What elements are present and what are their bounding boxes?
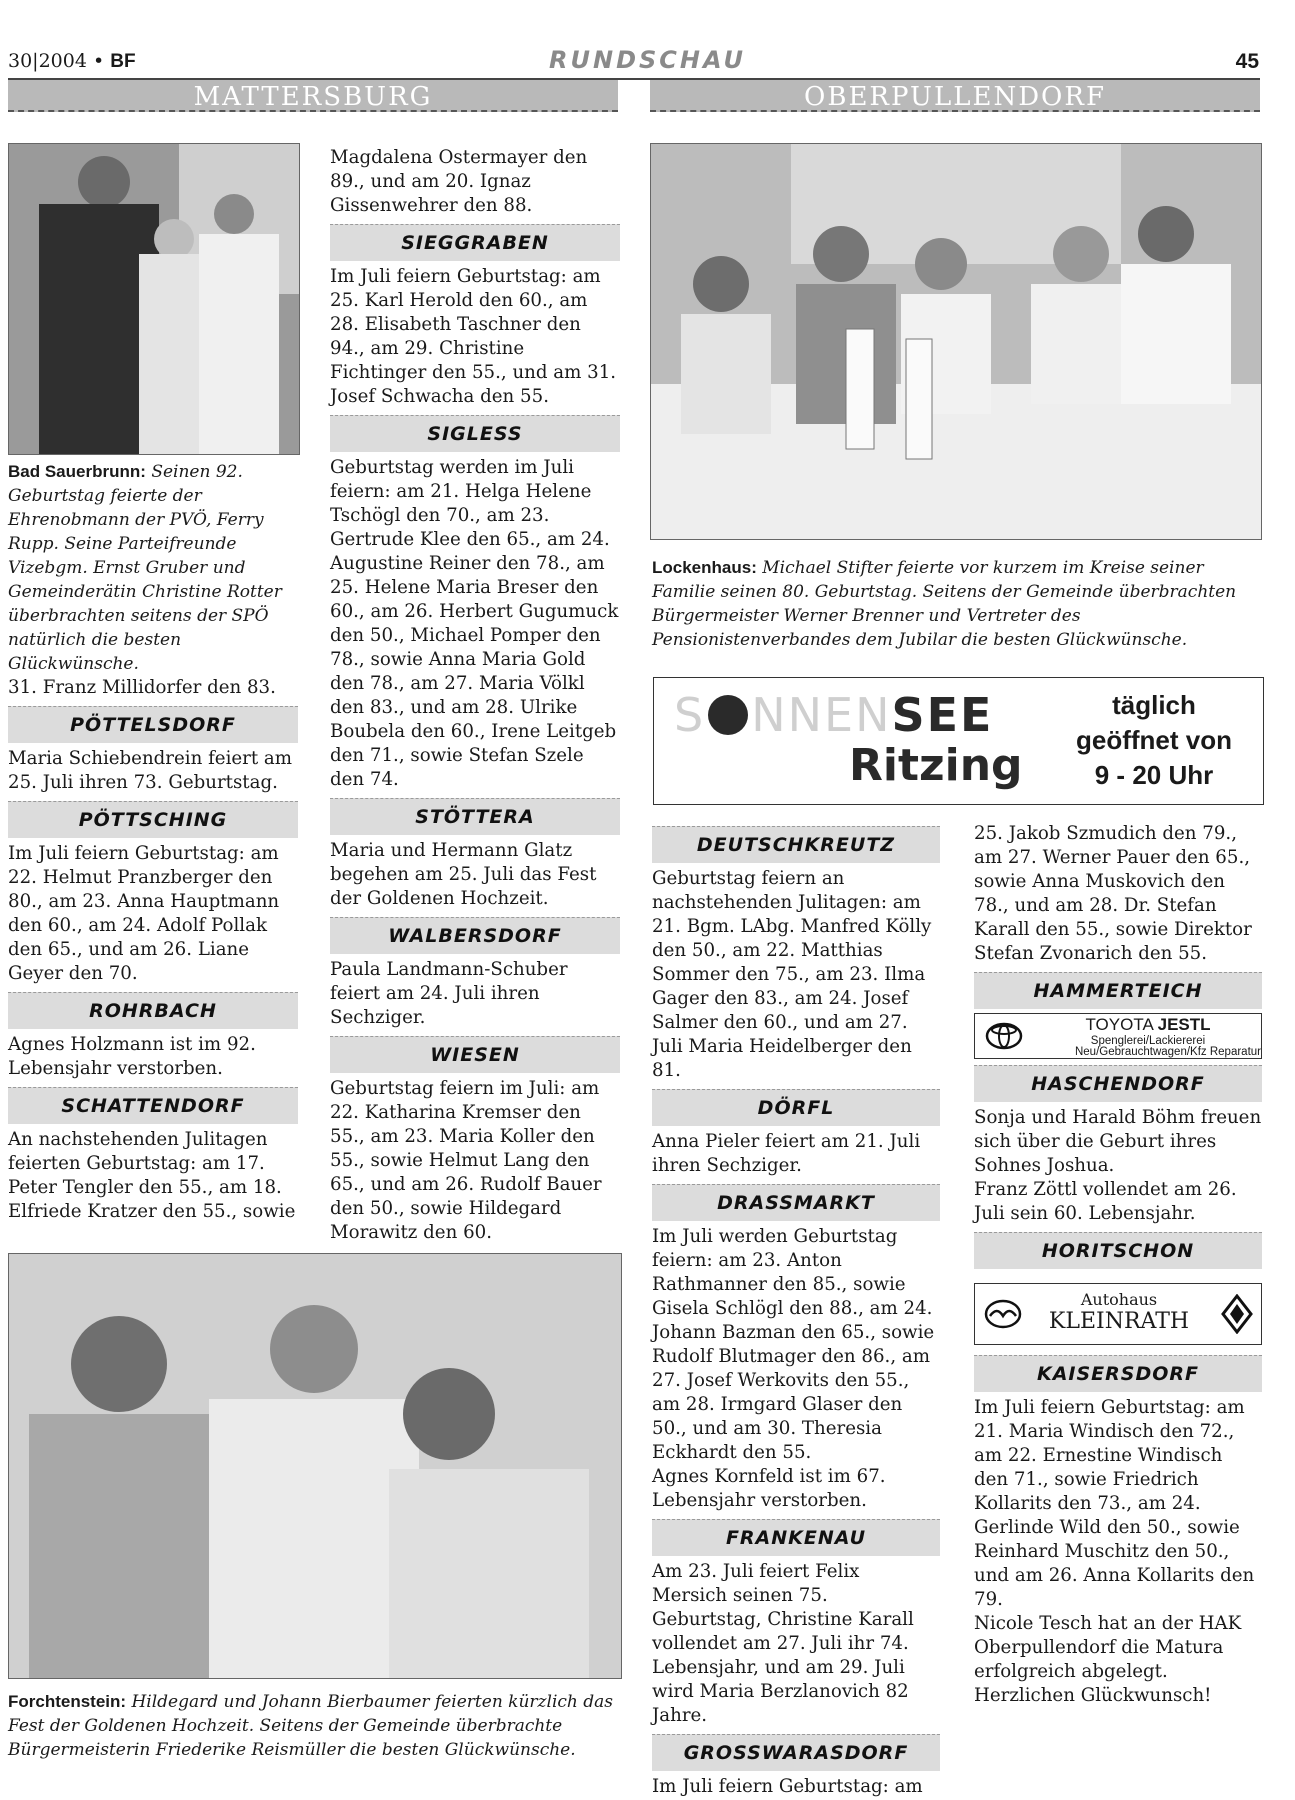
column-2 xyxy=(330,146,620,1245)
column-3 xyxy=(652,826,940,1799)
section-text-doerfl: Anna Pieler feiert am 21. Juli ihren Sechziger. xyxy=(652,1131,921,1176)
section-title-doerfl: DÖRFL xyxy=(652,1089,940,1126)
section-text-walbersdorf: Paula Landmann-Schuber feiert am 24. Juli ihren Sechziger. xyxy=(330,959,568,1028)
region-banner-mattersburg: MATTERSBURG xyxy=(8,80,618,112)
toyota-line3: Neu/Gebrauchtwagen/Kfz Reparatur xyxy=(1074,1046,1261,1058)
section-title-grosswarasdorf: GROSSWARASDORF xyxy=(652,1734,940,1771)
section-title-kaisersdorf: KAISERSDORF xyxy=(974,1355,1262,1392)
section-text-rohrbach: Agnes Holzmann ist im 92. Lebensjahr verstorben. xyxy=(8,1034,256,1079)
section-title-schattendorf: SCHATTENDORF xyxy=(8,1087,298,1124)
section-text-haschendorf: Sonja und Harald Böhm freuen sich über die Geburt ihres Sohnes Joshua. xyxy=(974,1107,1262,1176)
sonnensee-hours: täglich geöffnet von 9 - 20 Uhr xyxy=(1076,690,1232,790)
section-text-stoettera: Maria und Hermann Glatz begehen am 25. Juli das Fest der Goldenen Hochzeit. xyxy=(330,840,597,909)
toyota-line2: Spenglerei/Lackiererei xyxy=(1090,1035,1206,1047)
section-title-rohrbach: ROHRBACH xyxy=(8,992,298,1029)
lead-text: Magdalena Ostermayer den 89., und am 20. Ignaz Gissenwehrer den 88. xyxy=(330,147,588,216)
kleinrath-line1: Autohaus xyxy=(1080,1290,1158,1309)
ad-toyota-jestl[interactable] xyxy=(974,1013,1262,1059)
section-title-sigless: SIGLESS xyxy=(330,415,620,452)
section-text-sieggraben: Im Juli feiern Geburtstag: am 25. Karl Herold den 60., am 28. Elisabeth Taschner den 94., am 29. Christine Fichtinger den 55., und am 31. Josef Schwacha den 55. xyxy=(330,266,617,407)
section-text-kaisersdorf: Im Juli feiern Geburtstag: am 21. Maria Windisch den 72., am 22. Ernestine Windisch den 71., sowie Friedrich Kollarits den 73., am 24. Gerlinde Wild den 50., sowie Reinhard Muschitz den 50., und am 26. Anna Kollarits den 79. xyxy=(974,1397,1255,1610)
section-text-schattendorf: An nachstehenden Julitagen feierten Geburtstag: am 17. Peter Tengler den 55., am 18. Elfriede Kratzer den 55., sowie xyxy=(8,1129,296,1222)
issue-label: 30|2004 • BF xyxy=(8,50,136,72)
section-text-poettelsdorf: Maria Schiebendrein feiert am 25. Juli ihren 73. Geburtstag. xyxy=(8,748,293,793)
section-code: BF xyxy=(110,51,136,72)
caption-text: Hildegard und Johann Bierbaumer feierten kürzlich das Fest der Goldenen Hochzeit. Seitens der Gemeinde überbrachte Bürgermeisterin Friederike Reismüller die besten Glückwünsche. xyxy=(8,1692,613,1760)
renault-logo-icon xyxy=(1221,1294,1253,1334)
section-title-stoettera: STÖTTERA xyxy=(330,798,620,835)
page-number: 45 xyxy=(1235,50,1259,73)
section-text-deutschkreutz: Geburtstag feiern an nachstehenden Julitagen: am 21. Bgm. LAbg. Manfred Kölly den 50., am 22. Matthias Sommer den 75., am 23. Ilma Gager den 83., am 24. Josef Salmer den 60., und am 27. Juli Maria Heidelberger den 81. xyxy=(652,868,932,1081)
section-title-frankenau: FRANKENAU xyxy=(652,1519,940,1556)
sonnensee-logo: S NNENSEE xyxy=(674,688,994,742)
column-4 xyxy=(974,822,1262,1708)
kleinrath-line2: KLEINRATH xyxy=(1048,1309,1190,1334)
section-title-horitschon: HORITSCHON xyxy=(974,1232,1262,1269)
section-title-wiesen: WIESEN xyxy=(330,1036,620,1073)
section-text-haschendorf-2: Franz Zöttl vollendet am 26. Juli sein 60. Lebensjahr. xyxy=(974,1179,1237,1224)
region-banner-oberpullendorf: OBERPULLENDORF xyxy=(650,80,1260,112)
ad-sonnensee[interactable] xyxy=(653,677,1264,805)
section-text-frankenau: Am 23. Juli feiert Felix Mersich seinen 75. Geburtstag, Christine Karall vollendet am 27. Juli ihr 74. Lebensjahr, und am 29. Juli wird Maria Berzlanovich 82 Jahre. xyxy=(652,1561,914,1726)
lead-text: 25. Jakob Szmudich den 79., am 27. Werner Pauer den 65., sowie Anna Muskovich den 78., und am 28. Dr. Stefan Karall den 55., sowie Direktor Stefan Zvonarich den 55. xyxy=(974,823,1252,964)
section-text-poettsching: Im Juli feiern Geburtstag: am 22. Helmut Pranzberger den 80., am 23. Anna Hauptmann den 60., am 24. Adolf Pollak den 65., und am 26. Liane Geyer den 70. xyxy=(8,843,280,984)
section-title-haschendorf: HASCHENDORF xyxy=(974,1065,1262,1102)
caption-lockenhaus xyxy=(652,556,1262,652)
section-title-poettsching: PÖTTSCHING xyxy=(8,801,298,838)
column-1 xyxy=(8,676,298,1224)
caption-text: Michael Stifter feierte vor kurzem im Kreise seiner Familie seinen 80. Geburtstag. Seitens der Gemeinde überbrachten Bürgermeister Werner Brenner und Vertreter des Pensionistenverbandes dem Jubilar die besten Glückwünsche. xyxy=(652,558,1237,650)
section-title-hammerteich: HAMMERTEICH xyxy=(974,972,1262,1009)
photo-lockenhaus xyxy=(650,143,1262,540)
lead-text: 31. Franz Millidorfer den 83. xyxy=(8,677,276,698)
caption-text: Seinen 92. Geburtstag feierte der Ehrenobmann der PVÖ, Ferry Rupp. Seine Parteifreunde Vizebgm. Ernst Gruber und Gemeinderätin Christine Rotter überbrachten seitens der SPÖ natürlich die besten Glückwünsche. xyxy=(8,462,282,674)
caption-place: Lockenhaus: xyxy=(652,558,757,577)
section-title-deutschkreutz: DEUTSCHKREUTZ xyxy=(652,826,940,863)
caption-bad-sauerbrunn xyxy=(8,460,300,676)
sonnensee-place: Ritzing xyxy=(849,740,1023,791)
photo-bad-sauerbrunn xyxy=(8,143,300,455)
magazine-title: RUNDSCHAU xyxy=(549,46,746,74)
caption-forchtenstein xyxy=(8,1690,628,1762)
section-text-wiesen: Geburtstag feiern im Juli: am 22. Katharina Kremser den 55., am 23. Maria Koller den 55., sowie Helmut Lang den 65., und am 26. Rudolf Bauer den 50., sowie Hildegard Morawitz den 60. xyxy=(330,1078,602,1243)
section-title-drassmarkt: DRASSMARKT xyxy=(652,1184,940,1221)
section-text-grosswarasdorf: Im Juli feiern Geburtstag: am xyxy=(652,1776,923,1797)
caption-place: Forchtenstein: xyxy=(8,1692,127,1711)
section-title-walbersdorf: WALBERSDORF xyxy=(330,917,620,954)
section-text-sigless: Geburtstag werden im Juli feiern: am 21. Helga Helene Tschögl den 70., am 23. Gertrude Klee den 65., am 24. Augustine Reiner den 78., am 25. Helene Maria Breser den 60., am 26. Herbert Gugumuck den 50., Michael Pomper den 78., sowie Anna Maria Gold den 78., am 27. Maria Völkl den 83., und am 28. Ulrike Boubela den 60., Irene Leitgeb den 71., sowie Stefan Szele den 74. xyxy=(330,457,619,790)
sun-icon xyxy=(708,695,748,735)
section-text-kaisersdorf-2: Nicole Tesch hat an der HAK Oberpullendorf die Matura erfolgreich abgelegt. Herzlichen Glückwunsch! xyxy=(974,1613,1242,1706)
section-text-drassmarkt: Im Juli werden Geburtstag feiern: am 23. Anton Rathmanner den 85., sowie Gisela Schlögl den 88., am 24. Johann Bazman den 65., sowie Rudolf Blutmager den 86., am 27. Josef Werkovits den 55., am 28. Irmgard Glaser den 50., und am 30. Theresia Eckhardt den 55. xyxy=(652,1226,935,1463)
section-text-drassmarkt-2: Agnes Kornfeld ist im 67. Lebensjahr verstorben. xyxy=(652,1466,886,1511)
ad-autohaus-kleinrath[interactable] xyxy=(974,1283,1262,1345)
section-title-sieggraben: SIEGGRABEN xyxy=(330,224,620,261)
section-title-poettelsdorf: PÖTTELSDORF xyxy=(8,706,298,743)
photo-forchtenstein xyxy=(8,1253,622,1679)
mazda-logo-icon xyxy=(983,1298,1023,1330)
toyota-name: TOYOTA JESTL xyxy=(1085,1015,1211,1034)
caption-place: Bad Sauerbrunn: xyxy=(8,462,146,481)
